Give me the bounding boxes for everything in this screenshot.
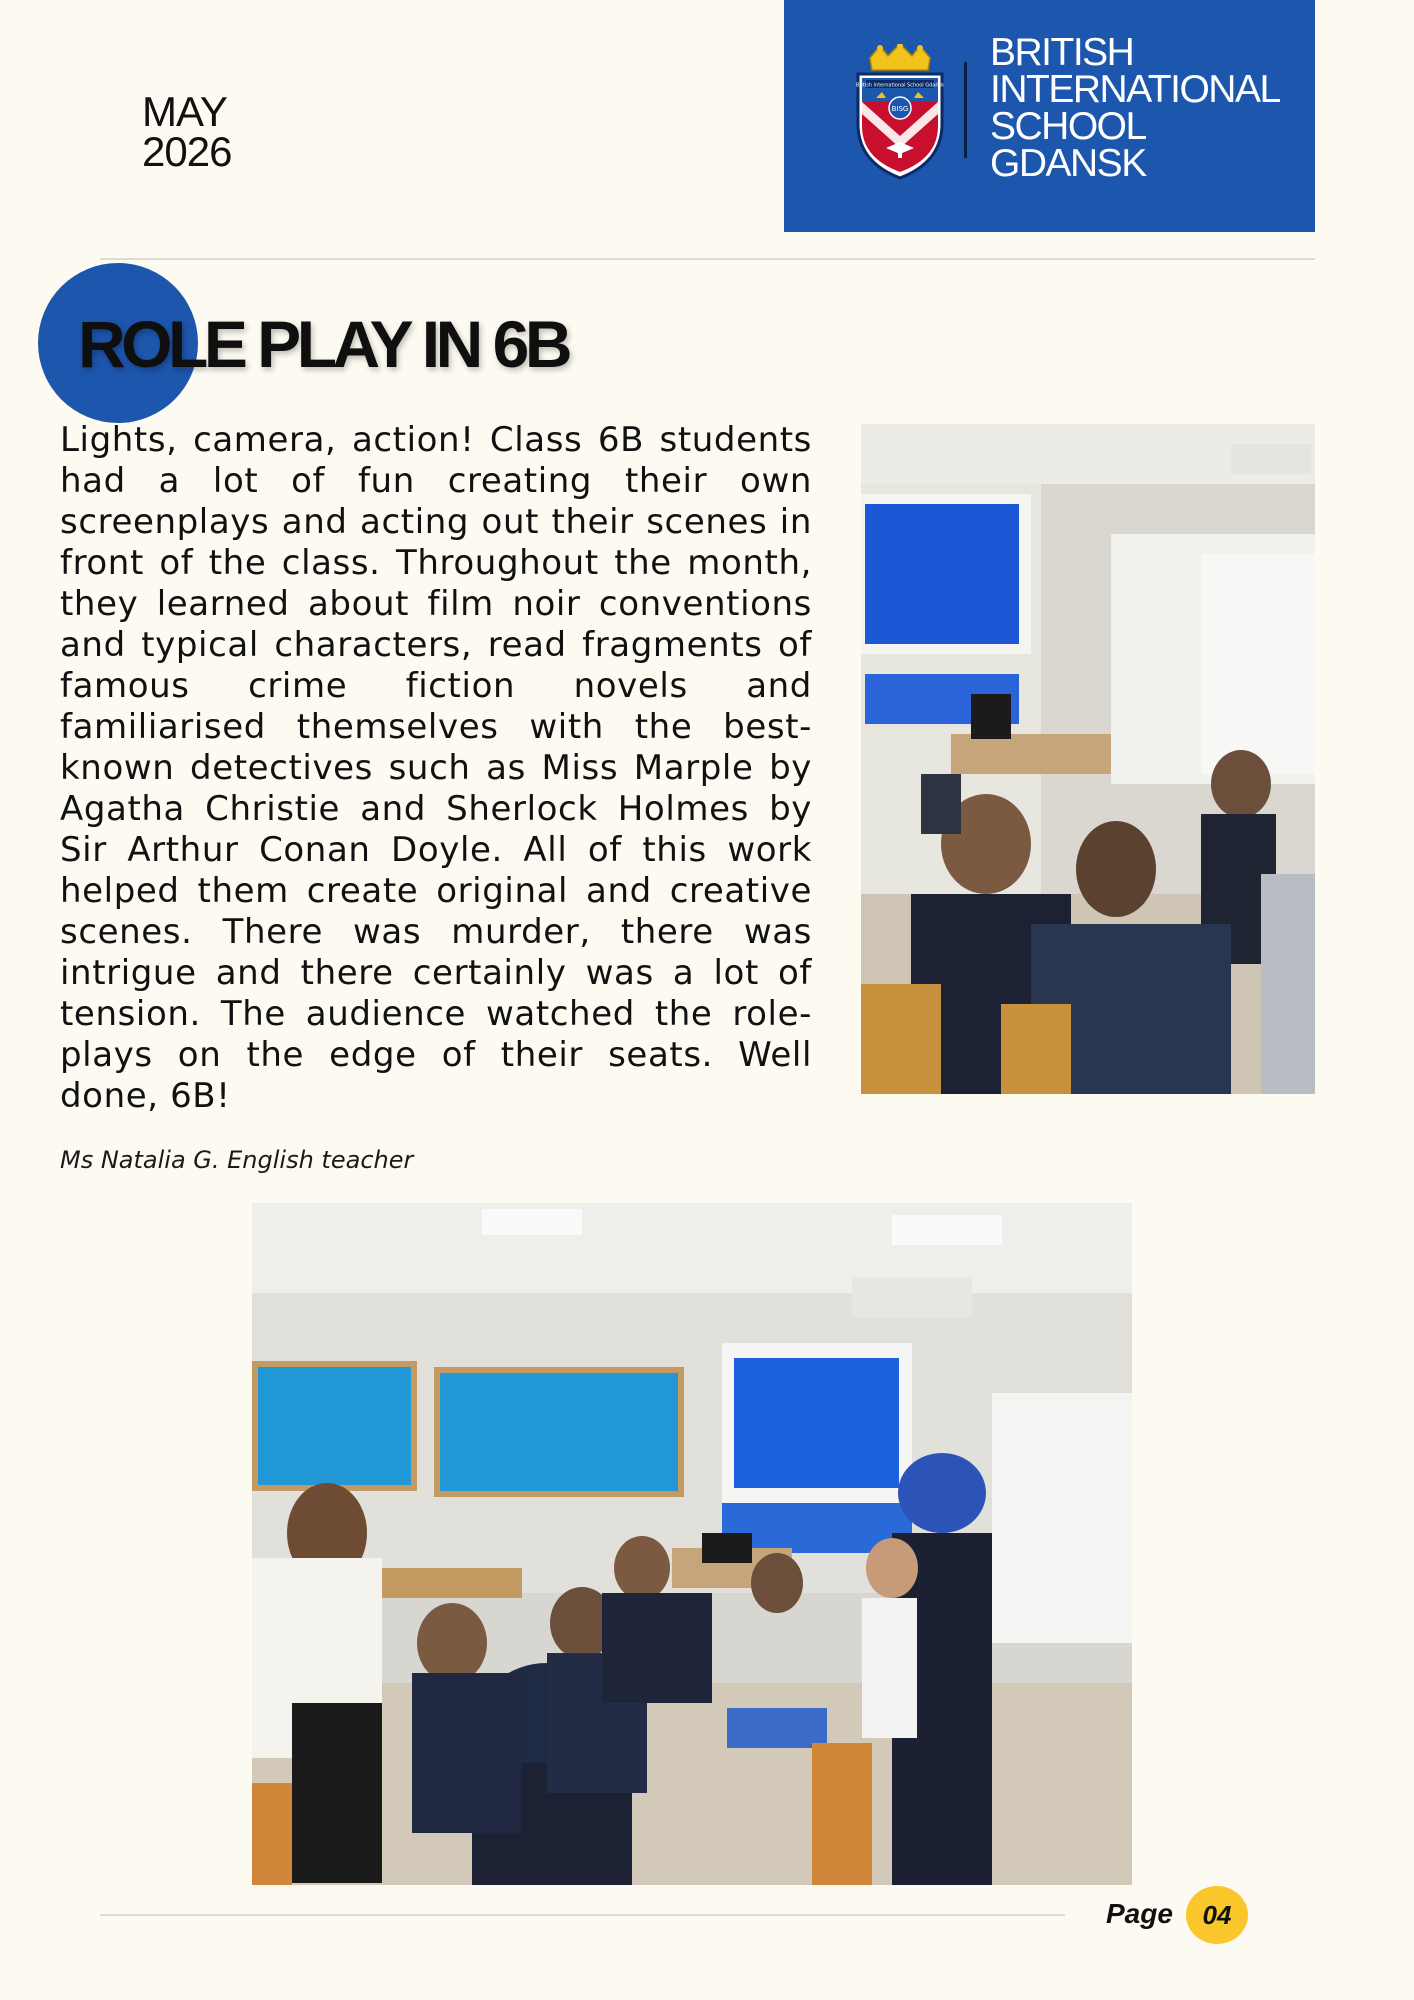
classroom-photo-2 (252, 1203, 1132, 1885)
classroom-photo-1-image (861, 424, 1315, 1094)
issue-year: 2026 (142, 128, 232, 175)
article-body: Lights, camera, action! Class 6B students had a lot of fun creating their own screenplays and acting out their scenes in front of the class. Throughout the month, they learned about film noir conventions and typical characters, read fragments of famous crime fiction novels and familiarised themselves with the best-known detectives such as Miss Marple by Agatha Christie and Sherlock Holmes by Sir Arthur Conan Doyle. All of this work helped them create original and creative scenes. There was murder, there was intrigue and there certainly was a lot of tension. The audience watched the role-plays on the edge of their seats. Well done, 6B! (60, 420, 812, 1116)
page-label: Page (1106, 1898, 1173, 1929)
issue-date (142, 88, 232, 175)
article-title: ROLE PLAY IN 6B (78, 307, 568, 381)
classroom-photo-2-image (252, 1203, 1132, 1885)
school-name-line-2: INTERNATIONAL (990, 68, 1280, 111)
issue-month: MAY (142, 88, 227, 135)
crest-monogram: BISG (891, 105, 909, 113)
classroom-photo-1 (861, 424, 1315, 1094)
article-author: Ms Natalia G. English teacher (60, 1146, 414, 1174)
school-name-line-1: BRITISH (990, 31, 1134, 74)
school-logo-block (784, 0, 1315, 232)
page-number-badge: 04 (1186, 1886, 1248, 1944)
footer-divider (100, 1914, 1065, 1916)
header-divider (100, 258, 1315, 260)
school-name-line-3: SCHOOL (990, 105, 1146, 148)
crest-caption: British International School Gdańsk (855, 82, 945, 89)
logo-divider (964, 62, 967, 158)
school-name-line-4: GDANSK (990, 142, 1146, 185)
school-crest-icon (852, 44, 948, 180)
school-name (990, 31, 1280, 185)
